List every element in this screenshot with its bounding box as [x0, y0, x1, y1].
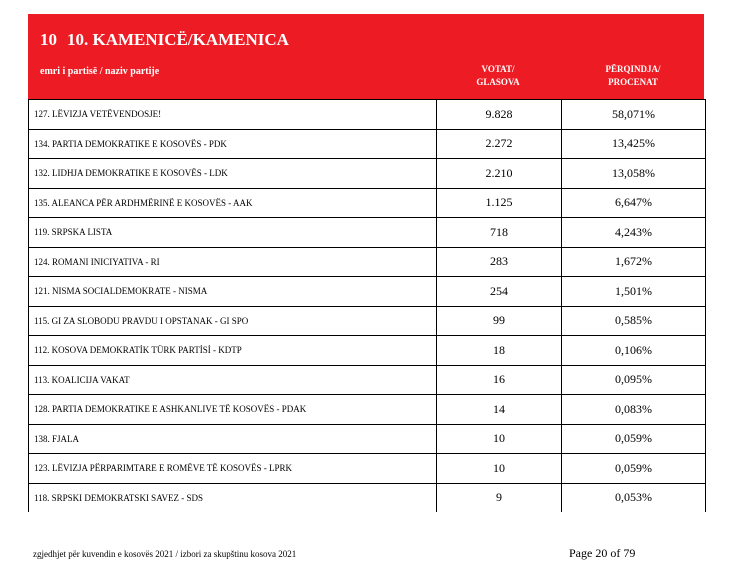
votes-cell: 2.210 — [437, 159, 562, 189]
votes-header-line-2: GLASOVA — [476, 77, 520, 87]
votes-cell: 16 — [437, 365, 562, 395]
percent-cell: 0,053% — [562, 483, 706, 512]
party-name-cell: 123. LËVIZJA PËRPARIMTARE E ROMËVE TË KOSOVËS - LPRK — [29, 454, 437, 484]
votes-cell: 99 — [437, 306, 562, 336]
votes-cell: 10 — [437, 454, 562, 484]
votes-cell: 10 — [437, 424, 562, 454]
party-name-cell: 121. NISMA SOCIALDEMOKRATE - NISMA — [29, 277, 437, 307]
party-name-cell: 128. PARTIA DEMOKRATIKE E ASHKANLIVE TË KOSOVËS - PDAK — [29, 395, 437, 425]
table-row — [29, 277, 706, 307]
table-row — [29, 247, 706, 277]
party-name-cell: 134. PARTIA DEMOKRATIKE E KOSOVËS - PDK — [29, 129, 437, 159]
percent-header-line-2: PROCENAT — [608, 77, 658, 87]
votes-cell: 18 — [437, 336, 562, 366]
party-name-cell: 118. SRPSKI DEMOKRATSKI SAVEZ - SDS — [29, 483, 437, 512]
section-header — [28, 14, 704, 99]
table-row — [29, 100, 706, 130]
percent-cell: 6,647% — [562, 188, 706, 218]
table-row — [29, 218, 706, 248]
party-name-cell: 138. FJALA — [29, 424, 437, 454]
percent-cell: 1,672% — [562, 247, 706, 277]
party-name-cell: 135. ALEANCA PËR ARDHMËRINË E KOSOVËS - AAK — [29, 188, 437, 218]
results-table-body — [29, 100, 706, 513]
votes-column-header — [436, 63, 560, 89]
percent-header-line-1: PËRQINDJA/ — [605, 64, 661, 74]
table-row — [29, 336, 706, 366]
percent-cell: 0,585% — [562, 306, 706, 336]
municipality-title: 10. KAMENICË/KAMENICA — [67, 30, 289, 49]
percent-cell: 0,095% — [562, 365, 706, 395]
percent-cell: 4,243% — [562, 218, 706, 248]
party-name-cell: 119. SRPSKA LISTA — [29, 218, 437, 248]
table-row — [29, 365, 706, 395]
votes-cell: 254 — [437, 277, 562, 307]
votes-cell: 2.272 — [437, 129, 562, 159]
party-name-cell: 115. GI ZA SLOBODU PRAVDU I OPSTANAK - GI SPO — [29, 306, 437, 336]
footer-caption: zgjedhjet për kuvendin e kosovës 2021 / izbori za skupštinu kosova 2021 — [33, 549, 297, 559]
party-name-cell: 127. LËVIZJA VETËVENDOSJE! — [29, 100, 437, 130]
votes-cell: 283 — [437, 247, 562, 277]
table-row — [29, 454, 706, 484]
percent-cell: 0,106% — [562, 336, 706, 366]
party-name-cell: 124. ROMANI INICIYATIVA - RI — [29, 247, 437, 277]
page-number: Page 20 of 79 — [569, 546, 636, 560]
party-name-cell: 113. KOALICIJA VAKAT — [29, 365, 437, 395]
percent-cell: 1,501% — [562, 277, 706, 307]
votes-cell: 1.125 — [437, 188, 562, 218]
section-title — [40, 30, 289, 50]
votes-cell: 9.828 — [437, 100, 562, 130]
party-name-cell: 112. KOSOVA DEMOKRATİK TÜRK PARTİSİ - KDTP — [29, 336, 437, 366]
percent-column-header — [562, 63, 704, 89]
votes-cell: 718 — [437, 218, 562, 248]
table-row — [29, 188, 706, 218]
percent-cell: 13,058% — [562, 159, 706, 189]
table-row — [29, 395, 706, 425]
percent-cell: 0,059% — [562, 424, 706, 454]
percent-cell: 13,425% — [562, 129, 706, 159]
votes-header-line-1: VOTAT/ — [481, 64, 515, 74]
votes-cell: 9 — [437, 483, 562, 512]
table-row — [29, 424, 706, 454]
table-row — [29, 483, 706, 512]
table-row — [29, 159, 706, 189]
party-column-header: emri i partisë / naziv partije — [40, 66, 160, 77]
percent-cell: 0,083% — [562, 395, 706, 425]
party-name-cell: 132. LIDHJA DEMOKRATIKE E KOSOVËS - LDK — [29, 159, 437, 189]
section-number: 10 — [40, 30, 57, 49]
percent-cell: 58,071% — [562, 100, 706, 130]
percent-cell: 0,059% — [562, 454, 706, 484]
table-row — [29, 129, 706, 159]
results-table — [28, 99, 706, 512]
votes-cell: 14 — [437, 395, 562, 425]
table-row — [29, 306, 706, 336]
